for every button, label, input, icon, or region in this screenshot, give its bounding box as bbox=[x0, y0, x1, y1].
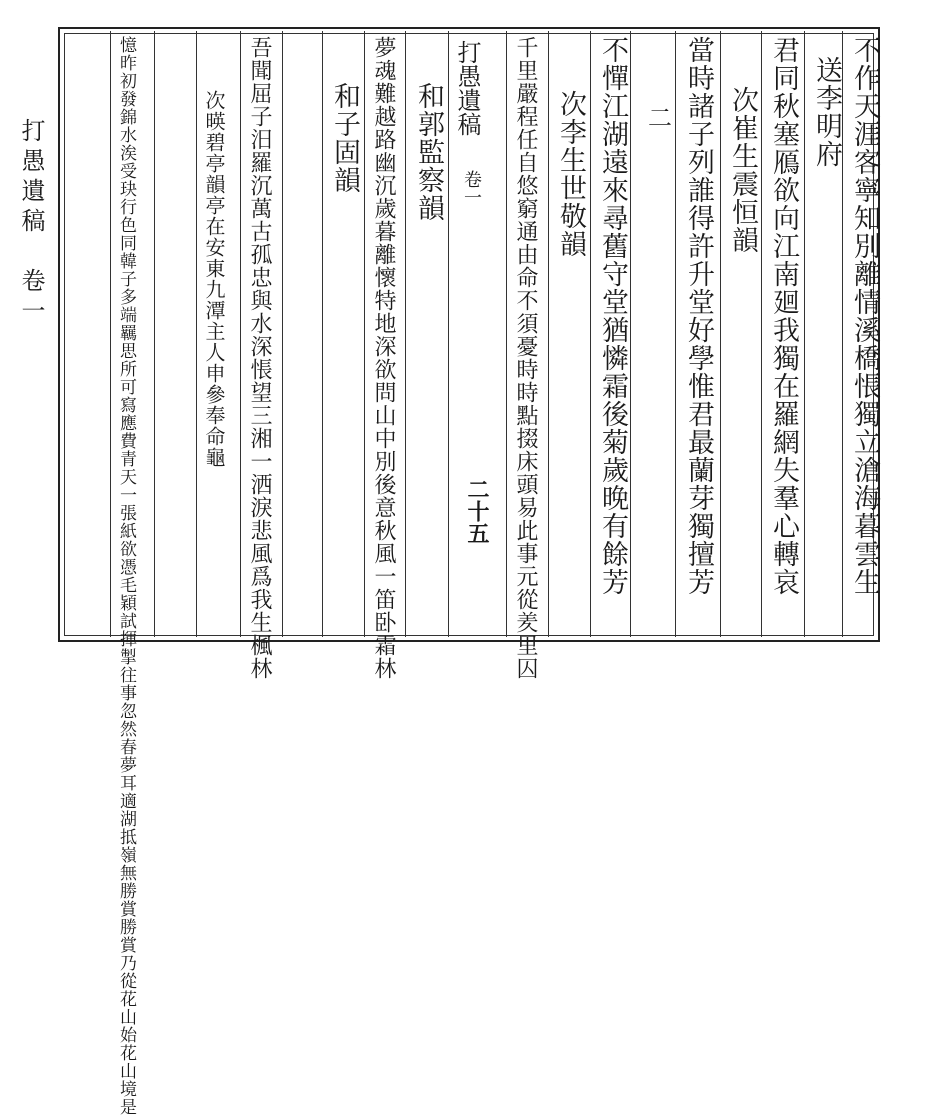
text-column: 吾聞屈子汨羅沉萬古孤忠與水深悵望三湘一洒淚悲風爲我生楓林 bbox=[247, 36, 272, 680]
poem-title: 次崔生震恒韻 bbox=[727, 86, 758, 254]
text-column: 不憚江湖遠來尋舊守堂猶憐霜後菊歲晚有餘芳 bbox=[597, 36, 628, 596]
fold-volume: 卷一 bbox=[461, 170, 482, 206]
center-fold-rule bbox=[506, 31, 507, 637]
column-rule bbox=[196, 31, 197, 637]
margin-title: 打愚遺稿 卷一 bbox=[17, 118, 45, 328]
poem-title: 送李明府 bbox=[811, 56, 842, 168]
column-rule bbox=[240, 31, 241, 637]
poem-title: 和郭監察韻 bbox=[413, 82, 444, 222]
column-rule bbox=[322, 31, 323, 637]
column-rule bbox=[110, 31, 111, 637]
column-rule bbox=[590, 31, 591, 637]
fold-mark: 二 bbox=[648, 104, 672, 132]
fold-title: 打愚遺稿 bbox=[453, 40, 481, 136]
poem-title: 和子固韻 bbox=[329, 82, 360, 194]
column-rule bbox=[405, 31, 406, 637]
column-rule bbox=[630, 31, 631, 637]
poem-title: 次暎碧亭韻亭在安東九潭主人申參奉命龜 bbox=[202, 90, 226, 468]
center-fold-rule bbox=[448, 31, 449, 637]
column-rule bbox=[282, 31, 283, 637]
column-rule bbox=[804, 31, 805, 637]
column-rule bbox=[364, 31, 365, 637]
column-rule bbox=[720, 31, 721, 637]
column-rule bbox=[154, 31, 155, 637]
text-column: 千里嚴程任自悠窮通由命不須憂時時點掇床頭易此事元從羑里囚 bbox=[513, 36, 538, 680]
column-rule bbox=[761, 31, 762, 637]
text-column: 不作天涯客寧知別離情溪橋悵獨立滄海暮雲生 bbox=[849, 36, 880, 596]
text-column: 當時諸子列誰得許升堂好學惟君最蘭芽獨擅芳 bbox=[683, 36, 714, 596]
text-column: 夢魂難越路幽沉歲暮離懷特地深欲問山中別後意秋風一笛卧霜林 bbox=[371, 36, 396, 680]
text-column: 憶昨初發錦水涘受玦行色同韓子多端羈思所可寫應費青天一張紙欲憑毛穎試揮掣往事忽然春夢耳適湖抵嶺無勝賞勝賞乃從花山始花山境是 bbox=[116, 36, 136, 1116]
poem-title: 次李生世敬韻 bbox=[555, 90, 586, 258]
column-rule bbox=[675, 31, 676, 637]
fold-page-number: 二十五 bbox=[464, 478, 490, 544]
text-column: 君同秋塞鴈欲向江南廻我獨在羅網失羣心轉哀 bbox=[768, 36, 799, 596]
column-rule bbox=[548, 31, 549, 637]
